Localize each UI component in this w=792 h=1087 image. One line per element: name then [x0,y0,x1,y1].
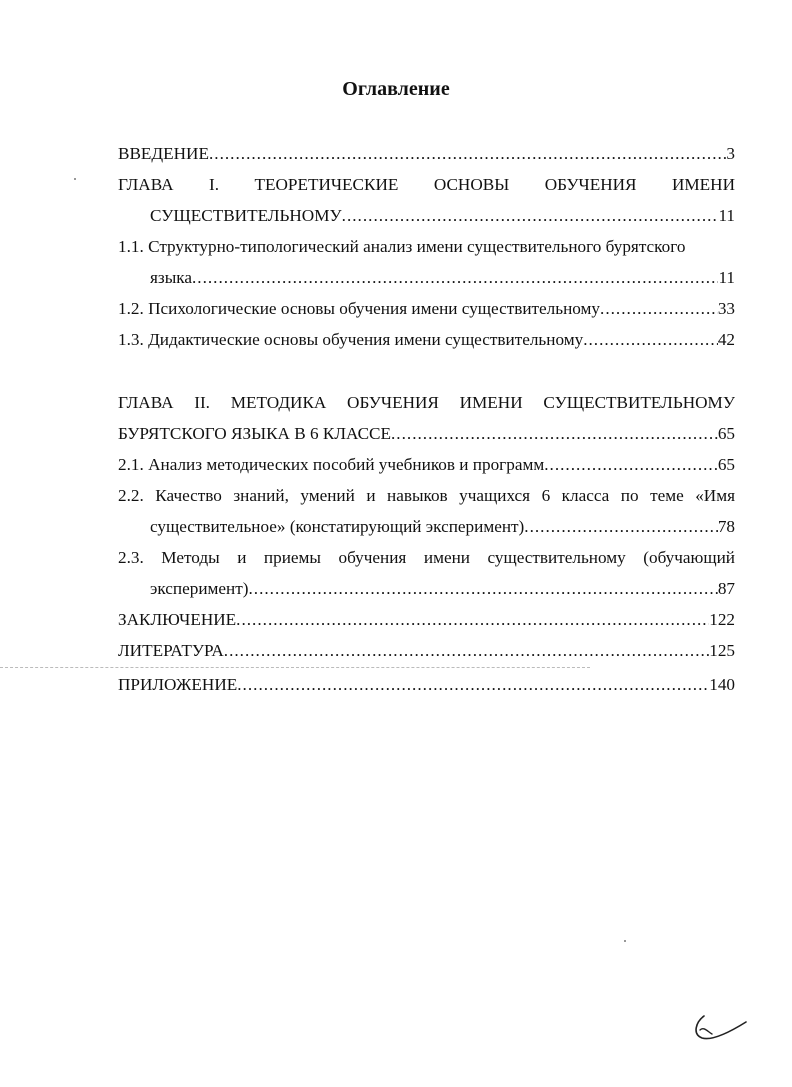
toc-entry-section-1-2 [118,297,735,321]
toc-leader-dots [192,266,718,290]
toc-entry-section-2-1 [118,453,735,477]
toc-entry-page: 42 [717,330,735,349]
scan-speck [74,178,76,180]
signature-mark [690,1008,750,1048]
toc-leader-dots [600,297,718,321]
toc-entry-page: 11 [718,206,735,225]
toc-section-2-2-text: 2.2. Качество знаний, умений и навыков учащихся 6 класса по теме «Имя [118,486,735,505]
toc-leader-dots [248,577,717,601]
scan-artifact-line [0,667,590,668]
toc-leader-dots [224,639,709,663]
toc-section-1-1-text: 1.1. Структурно-типологический анализ имени существительного бурятского [118,237,686,256]
toc-entry-page: 140 [709,675,735,694]
toc-entry-label: языка [150,268,192,287]
toc-entry-page: 78 [717,517,735,536]
toc-entry-page: 65 [717,424,735,443]
toc-entry-page: 65 [717,455,735,474]
toc-leader-dots [583,328,718,352]
toc-entry-label: БУРЯТСКОГО ЯЗЫКА В 6 КЛАССЕ [118,424,391,443]
toc-leader-dots [391,422,718,446]
toc-entry-page: 87 [717,579,735,598]
toc-entry-literature [118,639,735,663]
toc-entry-label: ЗАКЛЮЧЕНИЕ [118,610,237,629]
toc-entry-label: ВВЕДЕНИЕ [118,144,209,163]
toc-leader-dots [236,608,709,632]
toc-leader-dots [209,142,726,166]
toc-entry-label: СУЩЕСТВИТЕЛЬНОМУ [150,206,342,225]
toc-entry-section-1-1 [150,266,735,290]
toc-chapter-1-heading: ГЛАВА I. ТЕОРЕТИЧЕСКИЕ ОСНОВЫ ОБУЧЕНИЯ ИМЕНИ [118,175,735,194]
toc-leader-dots [342,204,719,228]
scan-speck [624,940,626,942]
toc-chapter-2-heading: ГЛАВА II. МЕТОДИКА ОБУЧЕНИЯ ИМЕНИ СУЩЕСТВИТЕЛЬНОМУ [118,393,735,412]
page-title: Оглавление [342,78,450,100]
toc-entry-page: 11 [718,268,735,287]
toc-entry-section-2-3 [150,577,735,601]
toc-entry-label: ПРИЛОЖЕНИЕ [118,675,238,694]
toc-leader-dots [544,453,718,477]
toc-leader-dots [524,515,718,539]
toc-entry-label: существительное» (констатирующий эксперимент) [150,517,525,536]
toc-entry-section-2-2 [150,515,735,539]
toc-leader-dots [237,673,709,697]
toc-entry-chapter-1 [150,204,735,228]
toc-entry-label: ЛИТЕРАТУРА [118,641,224,660]
toc-entry-intro [118,142,735,166]
toc-entry-label: 2.1. Анализ методических пособий учебников и программ [118,455,545,474]
toc-entry-page: 122 [709,610,735,629]
toc-entry-label: 1.2. Психологические основы обучения имени существительному [118,299,601,318]
toc-entry-page: 3 [726,144,735,163]
toc-entry-appendix [118,673,735,697]
toc-entry-label: эксперимент) [150,579,249,598]
toc-entry-chapter-2 [118,422,735,446]
toc-entry-conclusion [118,608,735,632]
toc-entry-label: 1.3. Дидактические основы обучения имени существительному [118,330,584,349]
toc-entry-page: 33 [717,299,735,318]
toc-entry-page: 125 [709,641,735,660]
toc-section-2-3-text: 2.3. Методы и приемы обучения имени существительному (обучающий [118,548,735,567]
toc-entry-section-1-3 [118,328,735,352]
